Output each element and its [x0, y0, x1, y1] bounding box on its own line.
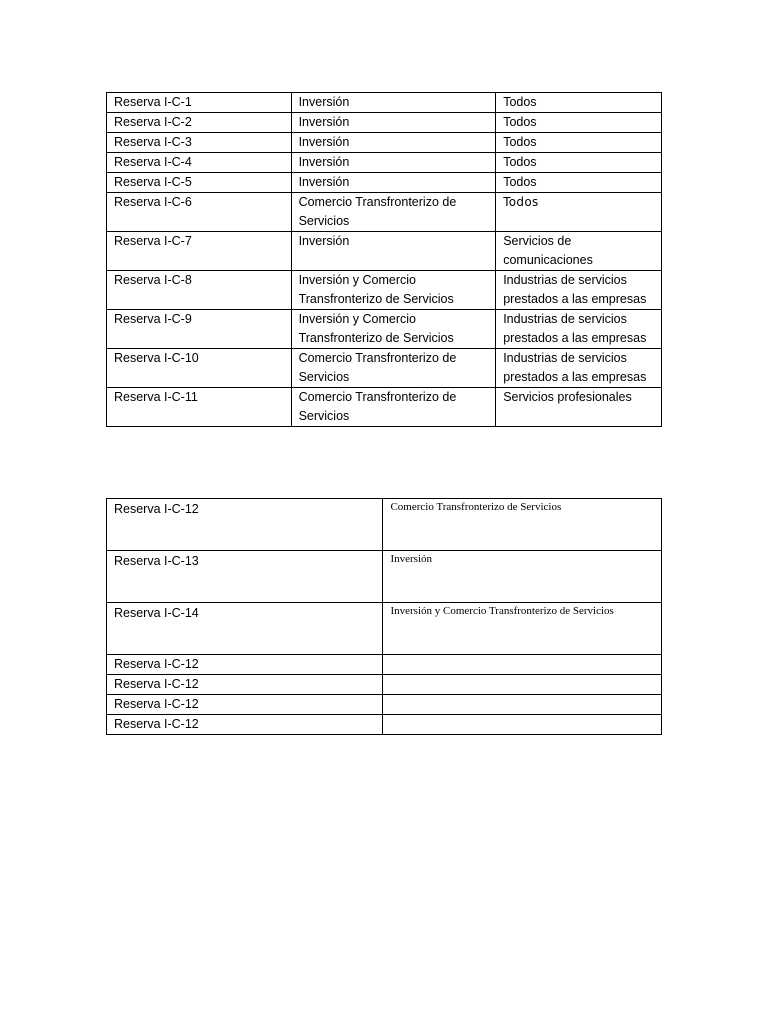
reserva-cell: Reserva I-C-2	[107, 113, 292, 133]
table-row	[107, 349, 662, 388]
table-row	[107, 551, 662, 603]
ambito-cell: Todos	[496, 133, 662, 153]
reserva-cell: Reserva I-C-10	[107, 349, 292, 388]
reserva-cell: Reserva I-C-7	[107, 232, 292, 271]
reserva-cell: Reserva I-C-13	[107, 551, 383, 603]
table-row	[107, 499, 662, 551]
table-row	[107, 153, 662, 173]
sector-cell: Comercio Transfronterizo de Servicios	[291, 193, 496, 232]
table-row	[107, 113, 662, 133]
table-row	[107, 715, 662, 735]
reservas-table-2	[106, 498, 662, 735]
reserva-cell: Reserva I-C-1	[107, 93, 292, 113]
ambito-cell: Servicios de comunicaciones	[496, 232, 662, 271]
table-row	[107, 675, 662, 695]
table-row	[107, 133, 662, 153]
reserva-cell: Reserva I-C-12	[107, 675, 383, 695]
sector-cell: Inversión y Comercio Transfronterizo de Servicios	[291, 310, 496, 349]
sector-cell: Comercio Transfronterizo de Servicios	[291, 349, 496, 388]
sector-cell: Inversión	[291, 153, 496, 173]
sector-cell	[383, 715, 662, 735]
reservas-table-1	[106, 92, 662, 427]
table-row	[107, 193, 662, 232]
table-row	[107, 232, 662, 271]
reserva-cell: Reserva I-C-14	[107, 603, 383, 655]
reserva-cell: Reserva I-C-11	[107, 388, 292, 427]
sector-cell: Inversión y Comercio Transfronterizo de Servicios	[291, 271, 496, 310]
ambito-cell: Todos	[496, 193, 662, 232]
reserva-cell: Reserva I-C-9	[107, 310, 292, 349]
table-row	[107, 655, 662, 675]
table-row	[107, 173, 662, 193]
table-row	[107, 388, 662, 427]
sector-cell: Inversión y Comercio Transfronterizo de Servicios	[383, 603, 662, 655]
sector-cell: Inversión	[291, 113, 496, 133]
ambito-cell: Todos	[496, 173, 662, 193]
sector-cell	[383, 655, 662, 675]
table-row	[107, 695, 662, 715]
sector-cell: Comercio Transfronterizo de Servicios	[383, 499, 662, 551]
reserva-cell: Reserva I-C-6	[107, 193, 292, 232]
reserva-cell: Reserva I-C-12	[107, 499, 383, 551]
table-row	[107, 603, 662, 655]
reserva-cell: Reserva I-C-12	[107, 715, 383, 735]
ambito-cell: Todos	[496, 93, 662, 113]
sector-cell: Comercio Transfronterizo de Servicios	[291, 388, 496, 427]
reserva-cell: Reserva I-C-12	[107, 695, 383, 715]
reserva-cell: Reserva I-C-4	[107, 153, 292, 173]
ambito-cell: Todos	[496, 113, 662, 133]
reserva-cell: Reserva I-C-3	[107, 133, 292, 153]
sector-cell: Inversión	[383, 551, 662, 603]
ambito-cell: Industrias de servicios prestados a las empresas	[496, 349, 662, 388]
ambito-cell: Servicios profesionales	[496, 388, 662, 427]
table-row	[107, 93, 662, 113]
reserva-cell: Reserva I-C-8	[107, 271, 292, 310]
ambito-cell: Todos	[496, 153, 662, 173]
table-row	[107, 310, 662, 349]
sector-cell	[383, 695, 662, 715]
sector-cell	[383, 675, 662, 695]
sector-cell: Inversión	[291, 232, 496, 271]
ambito-cell: Industrias de servicios prestados a las empresas	[496, 310, 662, 349]
table-row	[107, 271, 662, 310]
reserva-cell: Reserva I-C-12	[107, 655, 383, 675]
sector-cell: Inversión	[291, 93, 496, 113]
sector-cell: Inversión	[291, 133, 496, 153]
reserva-cell: Reserva I-C-5	[107, 173, 292, 193]
ambito-cell: Industrias de servicios prestados a las empresas	[496, 271, 662, 310]
sector-cell: Inversión	[291, 173, 496, 193]
